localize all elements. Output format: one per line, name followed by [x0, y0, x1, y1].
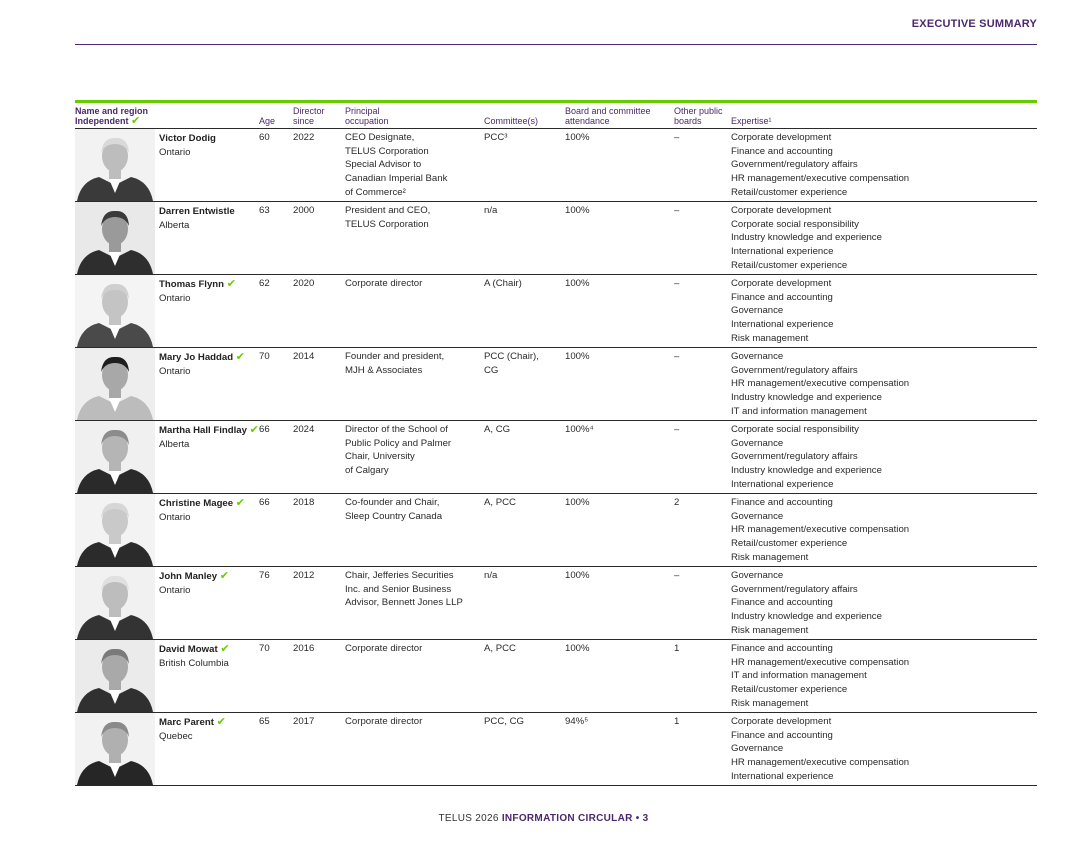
check-icon: ✔	[219, 570, 229, 582]
expertise-line: Corporate development	[731, 716, 832, 727]
section-title: EXECUTIVE SUMMARY	[911, 18, 1037, 30]
committees-line: A, PCC	[484, 497, 516, 508]
committees-line: PCC, CG	[484, 716, 524, 727]
attendance-cell: 100%	[565, 348, 674, 421]
occupation-line: Inc. and Senior Business	[345, 583, 452, 595]
expertise-line: Finance and accounting	[731, 291, 833, 303]
expertise-line: Industry knowledge and experience	[731, 611, 882, 623]
director-name: Marc Parent	[159, 717, 214, 728]
director-photo	[75, 640, 155, 712]
director-name: Christine Magee	[159, 498, 234, 509]
director-region: Ontario	[159, 584, 191, 596]
occupation-line: TELUS Corporation	[345, 218, 429, 230]
expertise-line: International experience	[731, 770, 834, 782]
other-boards-cell: –	[674, 348, 731, 421]
check-icon: ✔	[216, 716, 226, 728]
age-cell: 63	[259, 202, 293, 275]
age-cell: 66	[259, 421, 293, 494]
occupation-line: Chair, University	[345, 451, 415, 463]
occupation-line: Advisor, Bennett Jones LLP	[345, 597, 463, 609]
other-boards-cell: –	[674, 421, 731, 494]
attendance-cell: 100%	[565, 494, 674, 567]
check-icon: ✔	[220, 643, 230, 655]
check-icon: ✔	[226, 278, 236, 290]
director-name: Victor Dodig	[159, 133, 216, 144]
expertise-line: Risk management	[731, 332, 809, 344]
expertise-line: Finance and accounting	[731, 729, 833, 741]
expertise-cell	[731, 640, 1037, 713]
expertise-line: Finance and accounting	[731, 643, 833, 654]
expertise-line: Retail/customer experience	[731, 538, 848, 550]
expertise-line: Government/regulatory affairs	[731, 364, 858, 376]
expertise-line: Government/regulatory affairs	[731, 451, 858, 463]
attendance-cell: 100%	[565, 640, 674, 713]
col-other-boards: Other public boards	[674, 103, 731, 129]
expertise-line: Governance	[731, 437, 784, 449]
expertise-line: Finance and accounting	[731, 597, 833, 609]
since-cell: 2018	[293, 494, 345, 567]
expertise-line: Retail/customer experience	[731, 259, 848, 271]
director-name: Darren Entwistle	[159, 206, 235, 217]
col-director-since: Director since	[293, 103, 345, 129]
col-name-region: Name and region Independent ✔	[75, 103, 259, 129]
since-cell: 2012	[293, 567, 345, 640]
since-cell: 2017	[293, 713, 345, 786]
occupation-line: Public Policy and Palmer	[345, 437, 452, 449]
director-name: Martha Hall Findlay	[159, 425, 247, 436]
occupation-line: of Calgary	[345, 465, 389, 477]
expertise-line: Corporate social responsibility	[731, 424, 859, 435]
expertise-line: Government/regulatory affairs	[731, 583, 858, 595]
table-row	[75, 275, 1037, 348]
committees-cell	[484, 348, 565, 421]
committees-cell	[484, 202, 565, 275]
expertise-cell	[731, 494, 1037, 567]
occupation-line: Corporate director	[345, 643, 423, 654]
occupation-cell	[345, 713, 484, 786]
expertise-line: Retail/customer experience	[731, 186, 848, 198]
occupation-line: MJH & Associates	[345, 364, 423, 376]
age-cell: 76	[259, 567, 293, 640]
occupation-cell	[345, 421, 484, 494]
director-region: Alberta	[159, 438, 190, 450]
check-icon: ✔	[235, 497, 245, 509]
director-cell	[75, 494, 259, 567]
age-cell: 60	[259, 129, 293, 202]
committees-cell	[484, 494, 565, 567]
expertise-line: Risk management	[731, 697, 809, 709]
expertise-line: HR management/executive compensation	[731, 757, 910, 769]
attendance-cell: 100%⁴	[565, 421, 674, 494]
col-attendance: Board and committee attendance	[565, 103, 674, 129]
occupation-line: Director of the School of	[345, 424, 448, 435]
expertise-line: Governance	[731, 510, 784, 522]
director-region: Alberta	[159, 219, 190, 231]
expertise-cell	[731, 348, 1037, 421]
occupation-cell	[345, 129, 484, 202]
table-row	[75, 202, 1037, 275]
committees-cell	[484, 640, 565, 713]
table-header-row	[75, 103, 1037, 129]
table-row	[75, 567, 1037, 640]
expertise-line: Corporate development	[731, 132, 832, 143]
other-boards-cell: –	[674, 202, 731, 275]
col-age: Age	[259, 103, 293, 129]
occupation-cell	[345, 275, 484, 348]
occupation-line: Corporate director	[345, 716, 423, 727]
director-name: David Mowat	[159, 644, 218, 655]
director-cell	[75, 348, 259, 421]
check-icon: ✔	[249, 424, 259, 436]
committees-cell	[484, 567, 565, 640]
expertise-line: Finance and accounting	[731, 145, 833, 157]
other-boards-cell: 2	[674, 494, 731, 567]
director-cell	[75, 713, 259, 786]
expertise-cell	[731, 421, 1037, 494]
occupation-line: Special Advisor to	[345, 159, 422, 171]
check-icon: ✔	[235, 351, 245, 363]
other-boards-cell: 1	[674, 640, 731, 713]
occupation-cell	[345, 348, 484, 421]
other-boards-cell: –	[674, 275, 731, 348]
occupation-line: Founder and president,	[345, 351, 445, 362]
col-expertise: Expertise¹	[731, 103, 1037, 129]
expertise-line: International experience	[731, 478, 834, 490]
expertise-line: IT and information management	[731, 670, 867, 682]
director-cell	[75, 567, 259, 640]
col-principal-occupation: Principal occupation	[345, 103, 484, 129]
expertise-line: Industry knowledge and experience	[731, 232, 882, 244]
expertise-line: IT and information management	[731, 405, 867, 417]
occupation-line: TELUS Corporation	[345, 145, 429, 157]
expertise-line: Governance	[731, 743, 784, 755]
age-cell: 65	[259, 713, 293, 786]
expertise-line: International experience	[731, 319, 834, 331]
check-icon: ✔	[131, 115, 141, 127]
director-photo	[75, 275, 155, 347]
since-cell: 2014	[293, 348, 345, 421]
expertise-line: Governance	[731, 305, 784, 317]
committees-line: n/a	[484, 570, 498, 581]
expertise-line: Risk management	[731, 551, 809, 563]
expertise-line: Governance	[731, 570, 784, 581]
occupation-line: CEO Designate,	[345, 132, 415, 143]
committees-line: CG	[484, 364, 499, 376]
expertise-line: HR management/executive compensation	[731, 656, 910, 668]
director-cell	[75, 640, 259, 713]
other-boards-cell: –	[674, 129, 731, 202]
director-region: Ontario	[159, 146, 191, 158]
committees-cell	[484, 129, 565, 202]
table-row	[75, 129, 1037, 202]
page-footer: TELUS 2026 INFORMATION CIRCULAR • 3	[438, 813, 649, 824]
age-cell: 66	[259, 494, 293, 567]
committees-cell	[484, 713, 565, 786]
occupation-cell	[345, 640, 484, 713]
expertise-line: Retail/customer experience	[731, 684, 848, 696]
committees-line: PCC (Chair),	[484, 351, 539, 362]
director-photo	[75, 421, 155, 493]
since-cell: 2022	[293, 129, 345, 202]
expertise-line: International experience	[731, 246, 834, 258]
age-cell: 70	[259, 640, 293, 713]
expertise-line: HR management/executive compensation	[731, 173, 910, 185]
expertise-line: HR management/executive compensation	[731, 524, 910, 536]
director-photo	[75, 202, 155, 274]
expertise-line: Governance	[731, 351, 784, 362]
table-row	[75, 640, 1037, 713]
expertise-line: HR management/executive compensation	[731, 378, 910, 390]
expertise-cell	[731, 713, 1037, 786]
attendance-cell: 100%	[565, 567, 674, 640]
attendance-cell: 100%	[565, 129, 674, 202]
expertise-line: Corporate social responsibility	[731, 218, 859, 230]
attendance-cell: 100%	[565, 202, 674, 275]
committees-line: A (Chair)	[484, 278, 522, 289]
occupation-cell	[345, 567, 484, 640]
attendance-cell: 100%	[565, 275, 674, 348]
committees-cell	[484, 421, 565, 494]
committees-line: PCC³	[484, 132, 508, 143]
occupation-line: President and CEO,	[345, 205, 431, 216]
other-boards-cell: 1	[674, 713, 731, 786]
expertise-line: Finance and accounting	[731, 497, 833, 508]
director-table	[75, 100, 1037, 786]
director-name: Mary Jo Haddad	[159, 352, 234, 363]
occupation-line: Canadian Imperial Bank	[345, 173, 448, 185]
occupation-line: Corporate director	[345, 278, 423, 289]
director-region: Ontario	[159, 511, 191, 523]
director-name: Thomas Flynn	[159, 279, 225, 290]
director-cell	[75, 202, 259, 275]
director-photo	[75, 129, 155, 201]
committees-line: n/a	[484, 205, 498, 216]
director-region: Ontario	[159, 365, 191, 377]
table-row	[75, 348, 1037, 421]
expertise-line: Risk management	[731, 624, 809, 636]
occupation-line: Sleep Country Canada	[345, 510, 443, 522]
col-committees: Committee(s)	[484, 103, 565, 129]
table-row	[75, 421, 1037, 494]
expertise-cell	[731, 129, 1037, 202]
occupation-cell	[345, 202, 484, 275]
expertise-cell	[731, 202, 1037, 275]
director-cell	[75, 275, 259, 348]
since-cell: 2024	[293, 421, 345, 494]
director-region: British Columbia	[159, 657, 229, 669]
expertise-cell	[731, 567, 1037, 640]
committees-line: A, PCC	[484, 643, 516, 654]
director-cell	[75, 129, 259, 202]
expertise-cell	[731, 275, 1037, 348]
occupation-line: Chair, Jefferies Securities	[345, 570, 454, 581]
director-photo	[75, 348, 155, 420]
occupation-cell	[345, 494, 484, 567]
director-photo	[75, 567, 155, 639]
committees-line: A, CG	[484, 424, 511, 435]
expertise-line: Corporate development	[731, 278, 832, 289]
expertise-line: Industry knowledge and experience	[731, 465, 882, 477]
since-cell: 2020	[293, 275, 345, 348]
since-cell: 2000	[293, 202, 345, 275]
expertise-line: Industry knowledge and experience	[731, 392, 882, 404]
top-divider	[75, 44, 1037, 45]
table-row	[75, 494, 1037, 567]
attendance-cell: 94%⁵	[565, 713, 674, 786]
table-row	[75, 713, 1037, 786]
age-cell: 70	[259, 348, 293, 421]
occupation-line: Co-founder and Chair,	[345, 497, 440, 508]
other-boards-cell: –	[674, 567, 731, 640]
director-region: Ontario	[159, 292, 191, 304]
since-cell: 2016	[293, 640, 345, 713]
expertise-line: Corporate development	[731, 205, 832, 216]
occupation-line: of Commerce²	[345, 186, 406, 198]
director-name: John Manley	[159, 571, 218, 582]
director-photo	[75, 713, 155, 785]
director-region: Quebec	[159, 730, 193, 742]
expertise-line: Government/regulatory affairs	[731, 159, 858, 171]
age-cell: 62	[259, 275, 293, 348]
director-photo	[75, 494, 155, 566]
director-cell	[75, 421, 259, 494]
committees-cell	[484, 275, 565, 348]
